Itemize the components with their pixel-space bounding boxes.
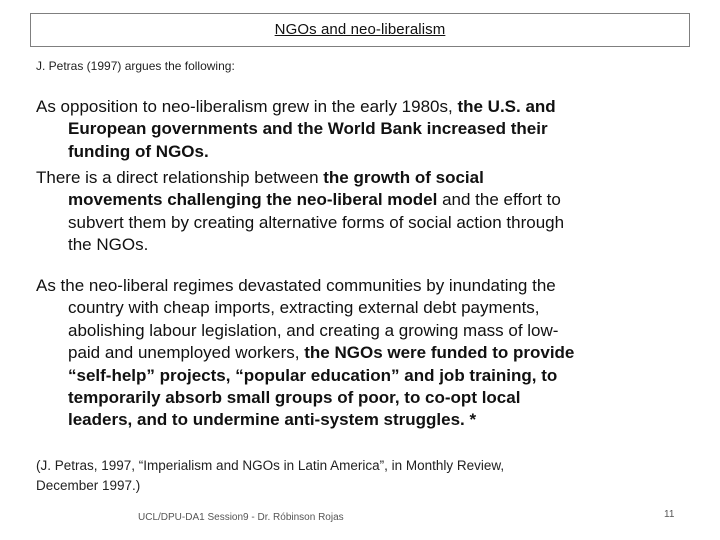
p2-line-1 [36,167,676,189]
p2-line-3: subvert them by creating alternative forms of social action through [68,212,565,232]
title-box [30,13,690,47]
p2-line-2-bold: movements challenging the neo-liberal model [68,190,438,210]
p3-line-2: country with cheap imports, extracting external debt payments, [68,298,540,318]
p1-line-2: European governments and the World Bank increased their [68,119,548,139]
citation-line-2: December 1997.) [36,478,141,493]
intro-text: J. Petras (1997) argues the following: [36,59,235,73]
p3-line-1: As the neo-liberal regimes devastated communities by inundating the [36,276,556,295]
p1-line-1-text: As opposition to neo-liberalism grew in the early 1980s, [36,97,458,116]
footer-text: UCL/DPU-DA1 Session9 - Dr. Róbinson Rojas [138,512,344,523]
citation-line-1: (J. Petras, 1997, “Imperialism and NGOs in Latin America”, in Monthly Review, [36,458,505,473]
p1-line-1 [36,96,676,118]
p2-line-2 [36,189,676,211]
p3-line-7: leaders, and to undermine anti-system struggles. * [68,410,477,430]
p3-line-4-bold: the NGOs were funded to provide [304,343,575,363]
p3-line-5: “self-help” projects, “popular education” and job training, to [68,365,558,385]
slide-title: NGOs and neo-liberalism [274,21,446,38]
p2-line-4: the NGOs. [68,235,149,255]
p2-line-1-bold: the growth of social [323,168,484,187]
p2-line-1-text: There is a direct relationship between [36,168,324,187]
citation [36,456,504,496]
p3-line-4 [36,342,676,364]
p1-line-3: funding of NGOs. [68,141,209,161]
paragraph-2 [36,167,676,257]
paragraph-3 [36,275,676,432]
paragraph-1 [36,96,676,163]
page-number: 11 [664,509,675,520]
p1-line-1-bold: the U.S. and [457,97,556,116]
p3-line-3: abolishing labour legislation, and creating a growing mass of low- [68,320,559,340]
p3-line-6: temporarily absorb small groups of poor, to co-opt local [68,388,521,408]
p3-line-4-text: paid and unemployed workers, [68,343,305,363]
p2-line-2-text: and the effort to [437,190,561,210]
